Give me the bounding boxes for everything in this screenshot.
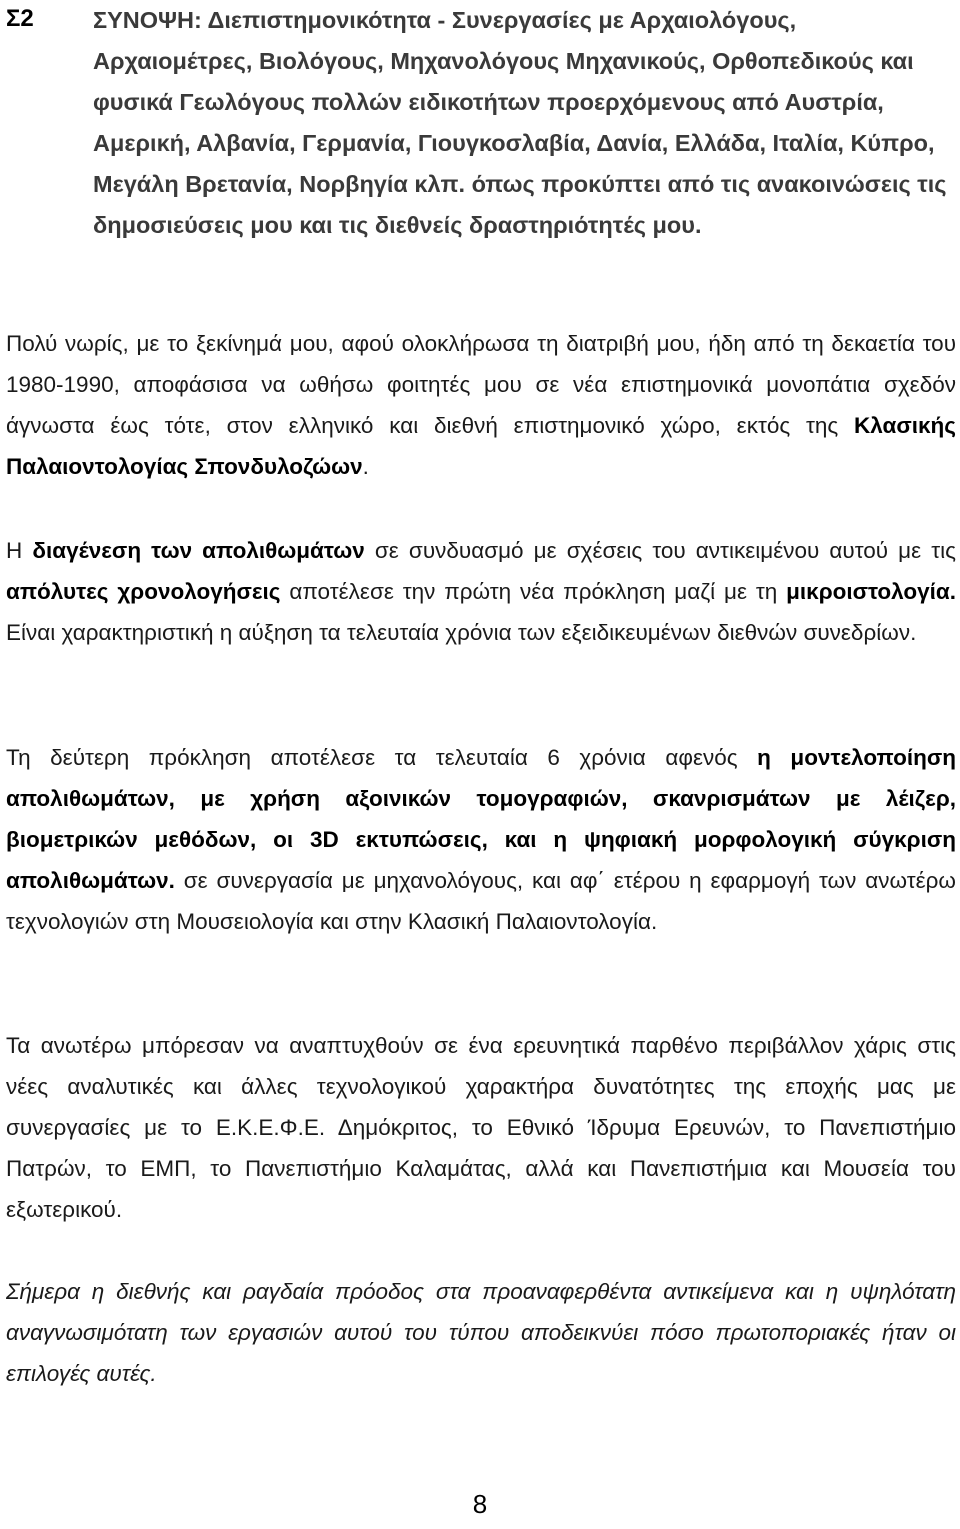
paragraph-text: αποτέλεσε την πρώτη νέα πρόκληση μαζί με τη xyxy=(280,579,787,604)
section-label: Σ2 xyxy=(6,5,34,32)
paragraph-5-italic: Σήμερα η διεθνής και ραγδαία πρόοδος στα προαναφερθέντα αντικείμενα και η υψηλότατη αναγνωσιμότατη των εργασιών αυτού του τύπου αποδεικνύει πόσο πρωτοποριακές ήταν οι επιλογές αυτές. xyxy=(6,1279,956,1386)
paragraph-2 xyxy=(6,530,956,653)
paragraph-text: Πολύ νωρίς, με το ξεκίνημά μου, αφού ολοκλήρωσα τη διατριβή μου, ήδη από τη δεκαετία του 1980-1990, αποφάσισα να ωθήσω φοιτητές μου σε νέα επιστημονικά μονοπάτια σχεδόν άγνωστα έως τότε, στον ελληνικό και διεθνή επιστημονικό χώρο, εκτός της xyxy=(6,331,956,438)
section-heading: ΣΥΝΟΨΗ: Διεπιστημονικότητα - Συνεργασίες με Αρχαιολόγους, Αρχαιομέτρες, Βιολόγους, Μηχανολόγους Μηχανικούς, Ορθοπεδικούς και φυσικά Γεωλόγους πολλών ειδικοτήτων προερχόμενους από Αυστρία, Αμερική, Αλβανία, Γερμανία, Γιουγκοσλαβία, Δανία, Ελλάδα, Ιταλία, Κύπρο, Μεγάλη Βρετανία, Νορβηγία κλπ. όπως προκύπτει από τις ανακοινώσεις τις δημοσιεύσεις μου και τις διεθνείς δραστηριότητές μου. xyxy=(93,7,947,238)
paragraph-3 xyxy=(6,737,956,942)
paragraph-text: Η xyxy=(6,538,33,563)
paragraph-text: σε συνδυασμό με σχέσεις του αντικειμένου αυτού με τις xyxy=(364,538,956,563)
bold-phrase: μικροιστολογία. xyxy=(786,579,956,604)
paragraph-text: Είναι χαρακτηριστική η αύξηση τα τελευταία χρόνια των εξειδικευμένων διεθνών συνεδρίων. xyxy=(6,620,917,645)
paragraph-4: Τα ανωτέρω μπόρεσαν να αναπτυχθούν σε ένα ερευνητικά παρθένο περιβάλλον χάρις στις νέες αναλυτικές και άλλες τεχνολογικού χαρακτήρα δυνατότητες της εποχής μας με συνεργασίες με το Ε.Κ.Ε.Φ.Ε. Δημόκριτος, το Εθνικό Ίδρυμα Ερευνών, το Πανεπιστήμιο Πατρών, το ΕΜΠ, το Πανεπιστήμιο Καλαμάτας, αλλά και Πανεπιστήμια και Μουσεία του εξωτερικού. xyxy=(6,1033,956,1222)
page-number: 8 xyxy=(472,1489,488,1519)
bold-phrase: απόλυτες χρονολογήσεις xyxy=(6,579,281,604)
paragraph-text: σε συνεργασία με μηχανολόγους, και αφ΄ ετέρου η εφαρμογή των ανωτέρω τεχνολογιών στη Μουσειολογία και στην Κλασική Παλαιοντολογία. xyxy=(6,868,956,934)
bold-phrase: διαγένεση των απολιθωμάτων xyxy=(32,538,365,563)
paragraph-1 xyxy=(6,323,956,487)
bold-phrase: η μοντελοποίηση απολιθωμάτων, με χρήση αξοινικών τομογραφιών, σκανρισμάτων με λέιζερ, βιομετρικών μεθόδων, οι 3D εκτυπώσεις, και η ψηφιακή μορφολογική σύγκριση απολιθωμάτων. xyxy=(6,745,956,893)
paragraph-text: . xyxy=(362,454,369,479)
bold-phrase: Κλασικής Παλαιοντολογίας Σπονδυλοζώων xyxy=(6,413,956,479)
paragraph-text: Τη δεύτερη πρόκληση αποτέλεσε τα τελευταία 6 χρόνια αφενός xyxy=(6,745,758,770)
